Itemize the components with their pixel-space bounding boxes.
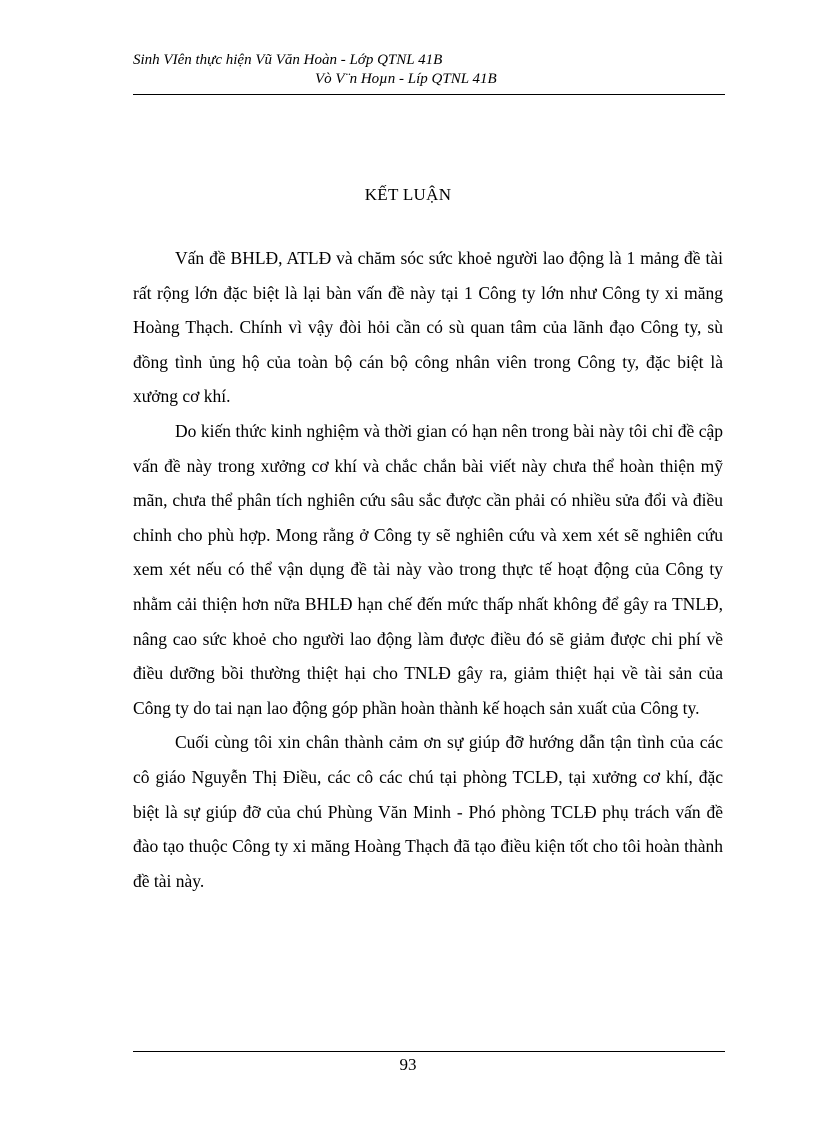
- paragraph-1: Vấn đề BHLĐ, ATLĐ và chăm sóc sức khoẻ người lao động là 1 mảng đề tài rất rộng lớn đặc biệt là lại bàn vấn đề này tại 1 Công ty lớn như Công ty xi măng Hoàng Thạch. Chính vì vậy đòi hỏi cần có sù quan tâm của lãnh đạo Công ty, sù đồng tình ủng hộ của toàn bộ cán bộ công nhân viên trong Công ty, đặc biệt là xưởng cơ khí.: [133, 248, 723, 407]
- paragraph-2: Do kiến thức kinh nghiệm và thời gian có hạn nên trong bài này tôi chỉ đề cập vấn đề này trong xưởng cơ khí và chắc chắn bài viết này chưa thể hoàn thiện mỹ mãn, chưa thể phân tích nghiên cứu sâu sắc được cần phải có nhiều sửa đổi và điều chỉnh cho phù hợp. Mong rằng ở Công ty sẽ nghiên cứu và xem xét sẽ nghiên cứu xem xét nếu có thể vận dụng đề tài này vào trong thực tế hoạt động của Công ty nhằm cải thiện hơn nữa BHLĐ hạn chế đến mức thấp nhất không để gây ra TNLĐ, nâng cao sức khoẻ cho người lao động làm được điều đó sẽ giảm được chi phí về điều dưỡng bồi thường thiệt hại cho TNLĐ gây ra, giảm thiệt hại về tài sản của Công ty do tai nạn lao động góp phần hoàn thành kế hoạch sản xuất của Công ty.: [133, 420, 723, 718]
- footer-divider: [133, 1051, 725, 1052]
- running-header: [133, 52, 725, 95]
- page-number: 93: [399, 1055, 417, 1074]
- paragraph-3: Cuối cùng tôi xin chân thành cảm ơn sự giúp đỡ hướng dẫn tận tình của các cô giáo Nguyễn Thị Điều, các cô các chú tại phòng TCLĐ, tại xưởng cơ khí, đặc biệt là sự giúp đỡ của chú Phùng Văn Minh - Phó phòng TCLĐ phụ trách vấn đề đào tạo thuộc Công ty xi măng Hoàng Thạch đã tạo điều kiện tốt cho tôi hoàn thành đề tài này.: [133, 732, 723, 891]
- section-title: KẾT LUẬN: [364, 185, 452, 204]
- header-line-1: Sinh VIên thực hiện Vũ Văn Hoàn - Lớp QTNL 41B: [133, 52, 443, 68]
- header-line-2: Vò V¨n Hoµn - Líp QTNL 41B: [315, 71, 497, 87]
- body-text: [133, 241, 723, 898]
